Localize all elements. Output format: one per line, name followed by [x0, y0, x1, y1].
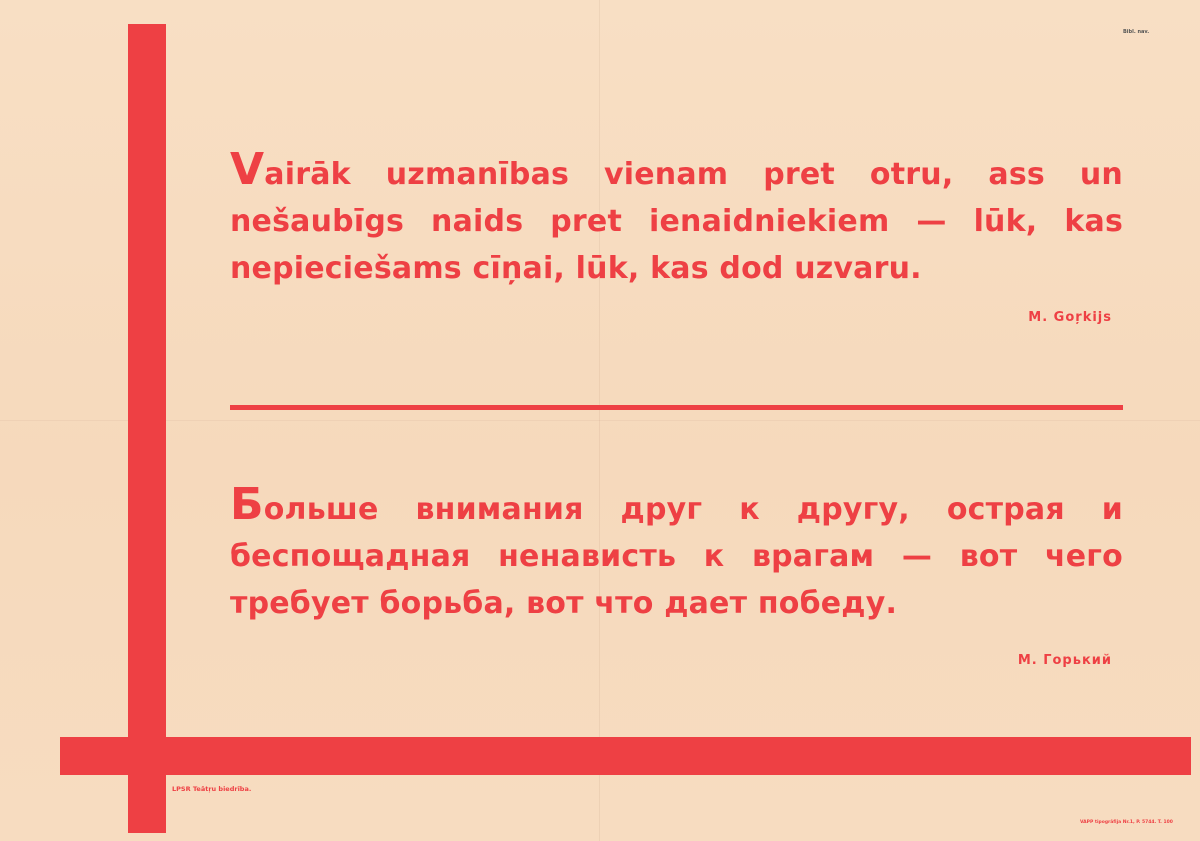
latvian-quote: Vairāk uzmanības vienam pret otru, ass un nešaubīgs naids pret ienaidniekiem — lūk, kas nepieciešams cīņai, lūk, kas dod uzvaru. — [230, 144, 1123, 286]
latvian-quote-author: M. Goŗkijs — [1028, 310, 1112, 325]
russian-quote: Больше внимания друг к другу, острая и беспощадная ненависть к врагам — вот чего требует борьба, вот что дает победу. — [230, 479, 1123, 621]
red-horizontal-bar — [60, 737, 1191, 775]
russian-quote-author: М. Горький — [1017, 653, 1112, 668]
archive-stamp: Bibl. nav. — [1123, 29, 1150, 35]
red-vertical-bar — [128, 24, 166, 833]
red-divider-line — [230, 405, 1123, 410]
publisher-imprint: LPSR Teātŗu biedrība. — [172, 785, 252, 793]
paper-fold-horizontal — [0, 420, 1200, 421]
printer-imprint: VAPP tipogrāfija Nr.1, P. 5744. T. 100 — [1080, 820, 1173, 825]
